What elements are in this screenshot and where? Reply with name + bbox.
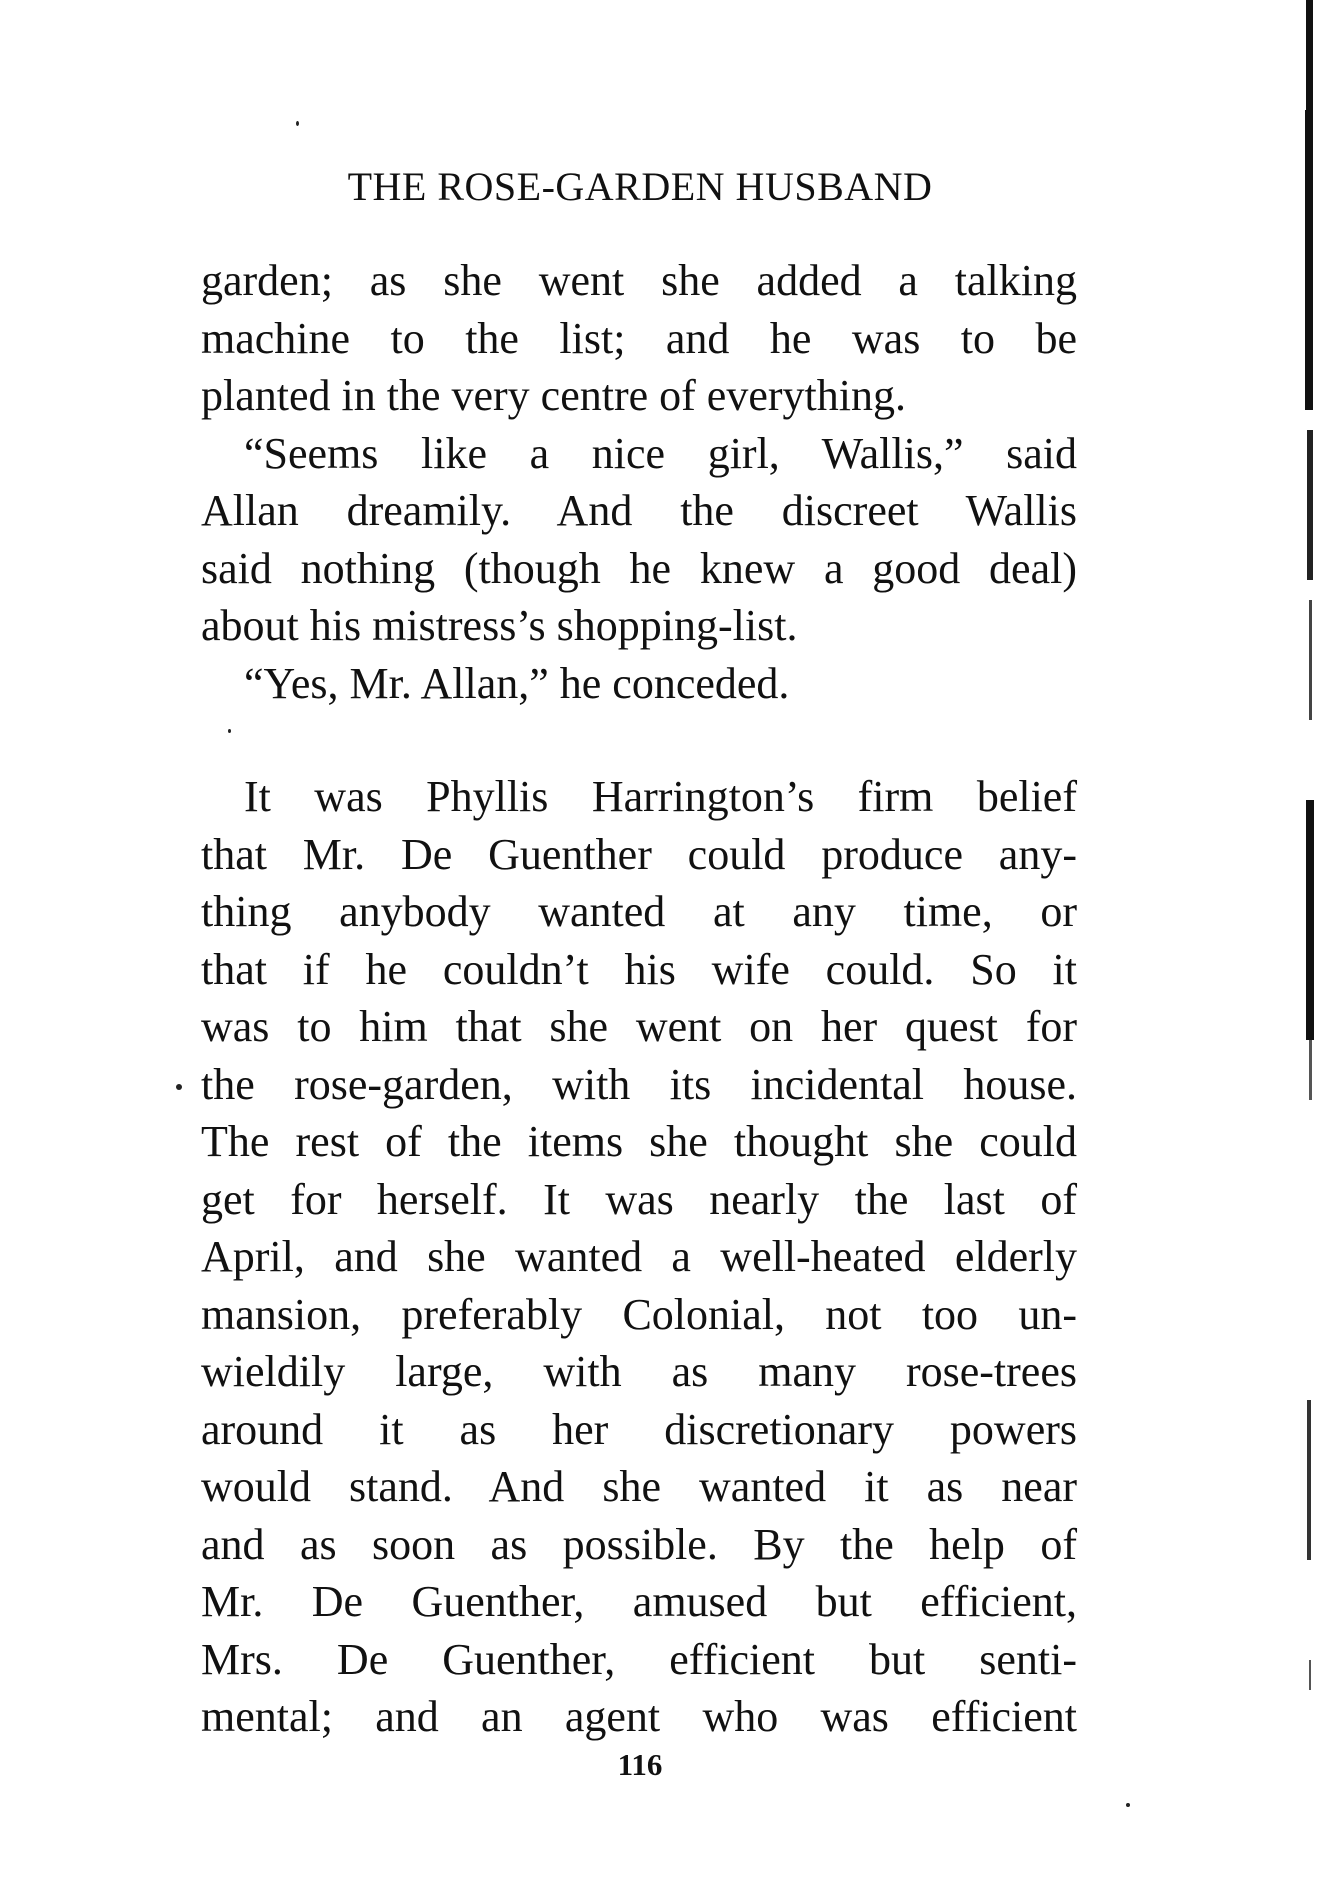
running-header: THE ROSE-GARDEN HUSBAND	[347, 164, 933, 209]
text-line: and as soon as possible. By the help of	[201, 1519, 1077, 1569]
text-line: mansion, preferably Colonial, not too un-	[201, 1289, 1077, 1339]
text-line: wieldily large, with as many rose-trees	[201, 1347, 1077, 1396]
text-line: around it as her discretionary powers	[201, 1404, 1077, 1454]
paper-speck	[296, 121, 299, 126]
text-line: thing anybody wanted at any time, or	[201, 887, 1077, 936]
text-line: Mr. De Guenther, amused but efficient,	[201, 1577, 1077, 1626]
text-line: Mrs. De Guenther, efficient but senti-	[201, 1634, 1077, 1684]
paragraph	[201, 768, 1077, 1746]
text-line: the rose-garden, with its incidental house.	[201, 1059, 1077, 1109]
text-block-section	[201, 768, 1077, 1746]
text-line: that if he couldn’t his wife could. So it	[201, 944, 1077, 994]
text-line: It was Phyllis Harrington’s firm belief	[244, 772, 1077, 821]
page-edge-shadow	[1292, 0, 1318, 1898]
text-line: get for herself. It was nearly the last of	[201, 1174, 1077, 1224]
text-line: would stand. And she wanted it as near	[201, 1462, 1077, 1511]
paper-speck	[176, 1084, 182, 1090]
paper-speck	[228, 729, 231, 733]
text-line: said nothing (though he knew a good deal)	[201, 543, 1077, 593]
text-line: “Seems like a nice girl, Wallis,” said	[244, 428, 1077, 478]
text-line: planted in the very centre of everything.	[201, 371, 906, 420]
text-line: garden; as she went she added a talking	[201, 256, 1077, 305]
text-line: April, and she wanted a well-heated elderly	[201, 1232, 1077, 1281]
page-number: 116	[617, 1747, 663, 1782]
paragraph	[201, 655, 1077, 713]
text-line: that Mr. De Guenther could produce any-	[201, 829, 1077, 879]
paper-speck	[1126, 1803, 1130, 1807]
text-line: “Yes, Mr. Allan,” he conceded.	[244, 658, 790, 708]
text-line: mental; and an agent who was efficient	[201, 1692, 1077, 1741]
text-line: about his mistress’s shopping-list.	[201, 601, 798, 650]
text-line: Allan dreamily. And the discreet Wallis	[201, 486, 1077, 535]
paragraph	[201, 252, 1077, 425]
paragraph	[201, 425, 1077, 655]
text-block-top	[201, 252, 1077, 712]
text-line: was to him that she went on her quest for	[201, 1002, 1077, 1051]
text-line: machine to the list; and he was to be	[201, 313, 1077, 363]
text-line: The rest of the items she thought she could	[201, 1117, 1077, 1166]
